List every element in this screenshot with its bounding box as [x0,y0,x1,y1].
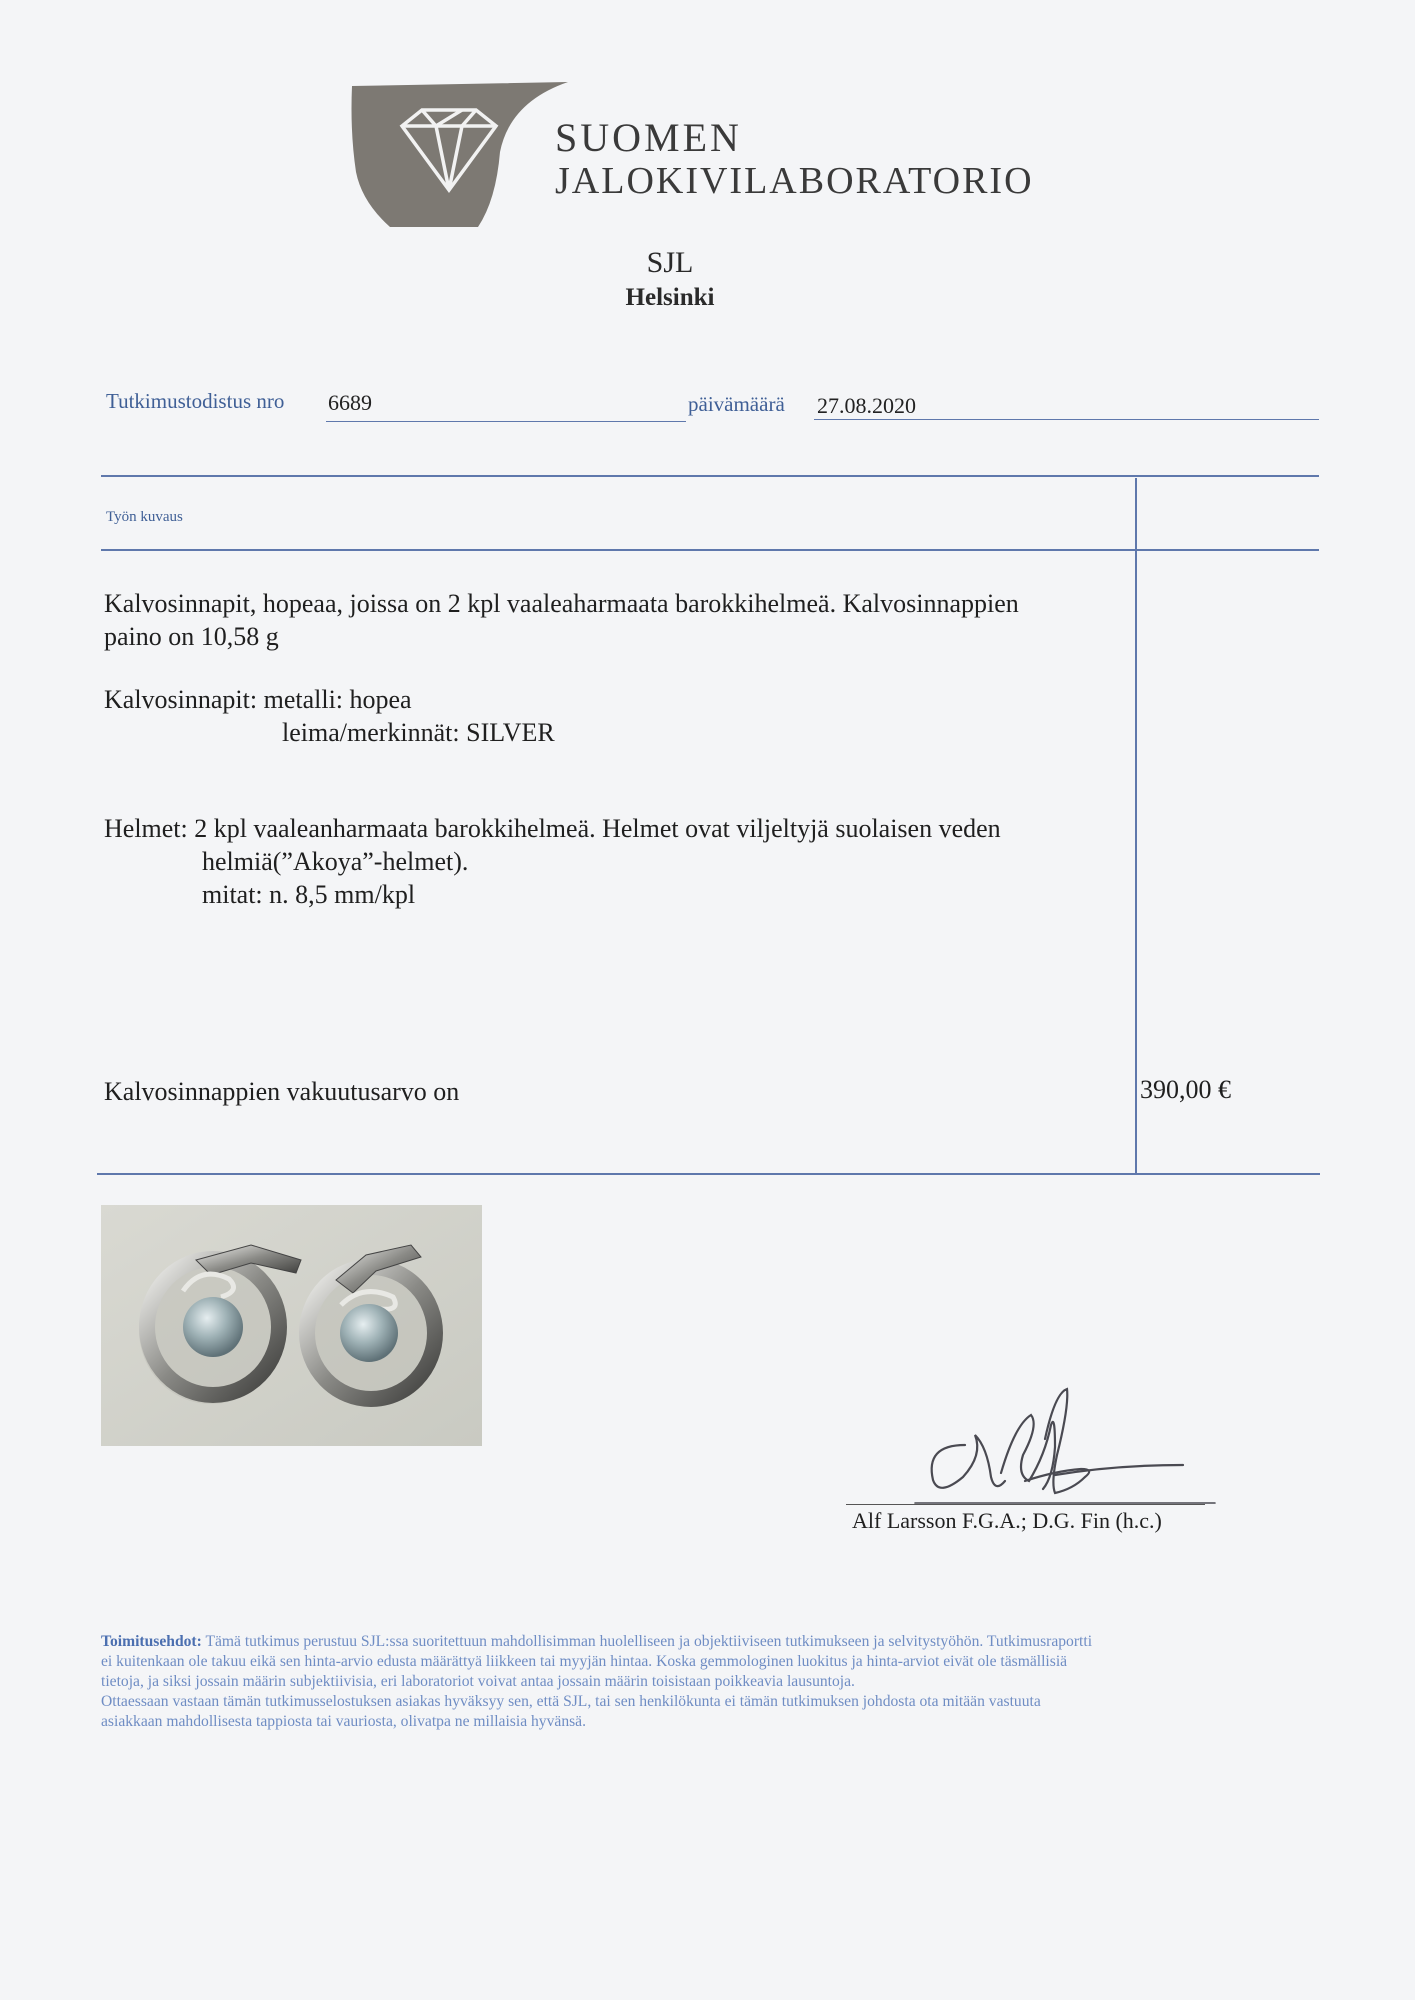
work-description-heading: Työn kuvaus [106,509,183,525]
pearls-line-2: helmiä(”Akoya”-helmet). [202,847,469,876]
signature-rule [846,1504,1205,1505]
terms-block [101,1632,1301,1732]
certificate-number-value: 6689 [328,390,372,415]
terms-line-5: asiakkaan mahdollisesta tappiosta tai vauriosta, olivatpa ne millaisia hyvänsä. [101,1713,587,1730]
brand-name-line2: JALOKIVILABORATORIO [555,160,1034,202]
certificate-number-label: Tutkimustodistus nro [106,389,285,413]
pearls-line-3: mitat: n. 8,5 mm/kpl [202,880,416,909]
hallmark-line: leima/merkinnät: SILVER [282,718,555,747]
terms-line-1: Tämä tutkimus perustuu SJL:ssa suoritettuun mahdollisimman huolelliseen ja objektiiviseen tutkimukseen ja selvitystyöhön. Tutkimusraportti [205,1633,1093,1650]
insurance-value: 390,00 € [1140,1075,1231,1104]
signature [905,1385,1225,1510]
terms-line-2: ei kuitenkaan ole takuu eikä sen hinta-arvio edusta määrättyä liikkeen tai myyjän hintaa. Koska gemmologinen luokitus ja hinta-arviot eivät ole täsmällisiä [101,1653,1068,1670]
description-line-2: paino on 10,58 g [104,622,279,651]
terms-line-4: Ottaessaan vastaan tämän tutkimusselostuksen asiakas hyväksyy sen, että SJL, tai sen henkilökunta ei tämän tutkimuksen johdosta ota mitään vastuuta [101,1693,1041,1710]
diamond-logo-icon [350,82,570,227]
date-value: 27.08.2020 [817,393,916,418]
terms-heading: Toimitusehdot: [101,1633,202,1650]
number-underline [326,421,686,422]
cufflinks-image-icon [101,1205,482,1446]
pearls-line-1: Helmet: 2 kpl vaaleanharmaata barokkihelmeä. Helmet ovat viljeltyjä suolaisen veden [104,814,1001,843]
signatory-name: Alf Larsson F.G.A.; D.G. Fin (h.c.) [852,1508,1162,1533]
cufflinks-photo [101,1205,482,1446]
date-underline [814,419,1319,420]
date-label: päivämäärä [688,392,785,416]
insurance-value-label: Kalvosinnappien vakuutusarvo on [104,1077,460,1106]
logo [350,82,570,227]
table-top-rule [101,475,1319,477]
handwritten-signature-icon [905,1385,1225,1510]
terms-line-3: tietoja, ja siksi jossain määrin subjektiivisia, eri laboratoriot voivat antaa jossain määrin toisistaan poikkeavia lausuntoja. [101,1673,855,1690]
lab-abbreviation: SJL [646,246,694,279]
brand-name-line1: SUOMEN [555,115,742,160]
table-column-divider [1135,478,1137,1175]
description-line-1: Kalvosinnapit, hopeaa, joissa on 2 kpl vaaleaharmaata barokkihelmeä. Kalvosinnappien [104,589,1019,618]
lab-city: Helsinki [625,284,715,311]
metal-line: Kalvosinnapit: metalli: hopea [104,685,412,714]
